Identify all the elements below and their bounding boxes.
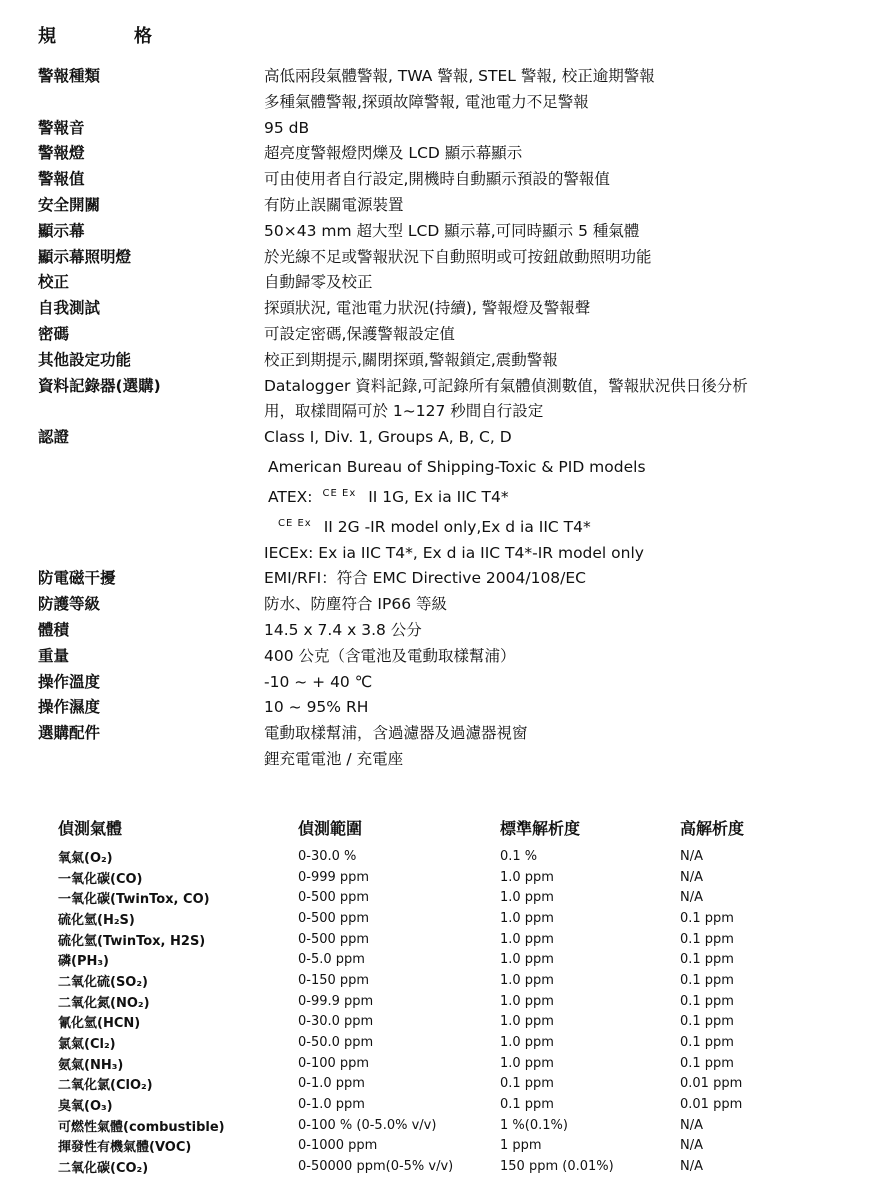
spec-label: 警報音 xyxy=(38,118,85,137)
spec-value-line: 高低兩段氣體警報, TWA 警報, STEL 警報, 校正逾期警報 xyxy=(264,67,655,85)
high-resolution-cell: 0.01 ppm xyxy=(680,1076,743,1092)
spec-value-line: 多種氣體警報,探頭故障警報, 電池電力不足警報 xyxy=(264,92,589,111)
header-gas: 偵測氣體 xyxy=(58,819,123,838)
spec-row xyxy=(38,592,858,618)
table-row xyxy=(58,949,790,970)
spec-value xyxy=(264,374,858,426)
standard-resolution-cell: 1 ppm xyxy=(500,1138,542,1154)
spec-value-line: 有防止誤關電源裝置 xyxy=(264,195,404,214)
high-resolution-cell: N/A xyxy=(680,1138,703,1154)
spec-label: 顯示幕 xyxy=(38,221,85,240)
gas-name-cell: 二氧化硫(SO₂) xyxy=(58,974,148,990)
standard-resolution-cell: 1.0 ppm xyxy=(500,993,554,1009)
gas-name-cell: 磷(PH₃) xyxy=(58,954,109,970)
spec-value xyxy=(264,219,858,245)
table-row xyxy=(58,991,790,1012)
standard-resolution-cell: 1.0 ppm xyxy=(500,910,554,926)
spec-value xyxy=(264,116,858,142)
header-standard-resolution: 標準解析度 xyxy=(500,819,581,838)
spec-label: 密碼 xyxy=(38,324,70,343)
spec-value xyxy=(264,618,858,644)
standard-resolution-cell: 1.0 ppm xyxy=(500,869,554,885)
atex-text-1: II 1G, Ex ia IIC T4* xyxy=(368,487,509,506)
high-resolution-cell: 0.1 ppm xyxy=(680,931,734,947)
gas-name-cell: 氯氣(Cl₂) xyxy=(58,1037,116,1053)
spec-label: 操作溫度 xyxy=(38,672,101,691)
range-cell: 0-500 ppm xyxy=(298,931,370,947)
spec-value xyxy=(264,695,858,721)
spec-label: 校正 xyxy=(38,273,70,292)
spec-value-line: 超亮度警報燈閃爍及 LCD 顯示幕顯示 xyxy=(264,144,523,163)
standard-resolution-cell: 0.1 ppm xyxy=(500,1097,554,1113)
spec-label: 其他設定功能 xyxy=(38,350,132,369)
standard-resolution-cell: 1.0 ppm xyxy=(500,972,554,988)
spec-value xyxy=(264,644,858,670)
table-row xyxy=(58,908,790,929)
cert-line-atex1 xyxy=(268,481,858,511)
gas-name-cell: 二氧化氮(NO₂) xyxy=(58,995,150,1011)
spec-value-line: 校正到期提示,關閉探頭,警報鎖定,震動警報 xyxy=(264,350,558,369)
table-row xyxy=(58,1074,790,1095)
range-cell: 0-1.0 ppm xyxy=(298,1097,365,1113)
ce-ex-mark-icon: CE Ex xyxy=(278,517,312,529)
spec-label: 自我測試 xyxy=(38,299,101,318)
gas-name-cell: 一氧化碳(CO) xyxy=(58,871,143,887)
spec-row xyxy=(38,348,858,374)
spec-row xyxy=(38,193,858,219)
spec-value xyxy=(264,64,858,116)
range-cell: 0-500 ppm xyxy=(298,910,370,926)
spec-group-main xyxy=(38,64,858,425)
high-resolution-cell: 0.1 ppm xyxy=(680,1035,734,1051)
ce-ex-mark-icon: CE Ex xyxy=(322,487,357,499)
spec-value-line: -10 ~ + 40 ℃ xyxy=(264,672,373,691)
spec-value-line: 鋰充電電池 / 充電座 xyxy=(264,750,404,769)
high-resolution-cell: 0.1 ppm xyxy=(680,1014,734,1030)
gas-detection-table xyxy=(58,816,790,1177)
table-row xyxy=(58,970,790,991)
spec-value-line: 於光線不足或警報狀況下自動照明或可按鈕啟動照明功能 xyxy=(264,247,652,266)
high-resolution-cell: 0.01 ppm xyxy=(680,1097,743,1113)
spec-value xyxy=(264,245,858,271)
standard-resolution-cell: 1.0 ppm xyxy=(500,931,554,947)
spec-label: 防護等級 xyxy=(38,595,101,614)
range-cell: 0-150 ppm xyxy=(298,972,370,988)
cert-line-class: Class I, Div. 1, Groups A, B, C, D xyxy=(264,428,512,447)
spec-row xyxy=(38,695,858,721)
spec-value xyxy=(264,193,858,219)
gas-name-cell: 硫化氫(H₂S) xyxy=(58,912,135,928)
spec-row xyxy=(38,245,858,271)
range-cell: 0-99.9 ppm xyxy=(298,993,374,1009)
range-cell: 0-100 ppm xyxy=(298,1055,370,1071)
standard-resolution-cell: 0.1 % xyxy=(500,848,538,864)
range-cell: 0-100 % (0-5.0% v/v) xyxy=(298,1117,437,1133)
spec-value-line: 探頭狀況, 電池電力狀況(持續), 警報燈及警報聲 xyxy=(264,299,591,318)
high-resolution-cell: N/A xyxy=(680,869,703,885)
spec-value-line: 10 ~ 95% RH xyxy=(264,698,369,717)
gas-name-cell: 可燃性氣體(combustible) xyxy=(58,1119,225,1135)
gas-name-cell: 氰化氫(HCN) xyxy=(58,1016,141,1032)
spec-value xyxy=(264,566,858,592)
spec-row xyxy=(38,116,858,142)
spec-row xyxy=(38,141,858,167)
standard-resolution-cell: 1.0 ppm xyxy=(500,1055,554,1071)
gas-name-cell: 臭氧(O₃) xyxy=(58,1099,113,1115)
spec-row xyxy=(38,219,858,245)
spec-value-line: 防水、防塵符合 IP66 等級 xyxy=(264,595,447,614)
range-cell: 0-999 ppm xyxy=(298,869,370,885)
spec-label: 資料記錄器(選購) xyxy=(38,376,161,395)
table-row xyxy=(58,867,790,888)
table-row xyxy=(58,887,790,908)
table-row xyxy=(58,1053,790,1074)
range-cell: 0-1000 ppm xyxy=(298,1138,378,1154)
spec-row xyxy=(38,296,858,322)
spec-value xyxy=(264,296,858,322)
range-cell: 0-1.0 ppm xyxy=(298,1076,365,1092)
spec-value-line: 14.5 x 7.4 x 3.8 公分 xyxy=(264,621,422,640)
atex-text-2: II 2G -IR model only,Ex d ia IIC T4* xyxy=(323,517,591,536)
table-row xyxy=(58,1032,790,1053)
spec-label: 防電磁干擾 xyxy=(38,569,116,588)
spec-value-line: Datalogger 資料記錄,可記錄所有氣體偵測數值，警報狀況供日後分析 xyxy=(264,376,748,395)
header-high-resolution: 高解析度 xyxy=(680,819,745,838)
spec-label: 操作濕度 xyxy=(38,698,101,717)
spec-row xyxy=(38,644,858,670)
spec-label: 重量 xyxy=(38,646,70,665)
spec-value-line: EMI/RFI：符合 EMC Directive 2004/108/EC xyxy=(264,569,587,588)
spec-value xyxy=(264,592,858,618)
high-resolution-cell: N/A xyxy=(680,1117,703,1133)
standard-resolution-cell: 1.0 ppm xyxy=(500,952,554,968)
spec-row xyxy=(38,721,858,773)
table-row xyxy=(58,1115,790,1136)
table-header-row xyxy=(58,816,790,846)
range-cell: 0-50000 ppm(0-5% v/v) xyxy=(298,1159,454,1175)
high-resolution-cell: 0.1 ppm xyxy=(680,972,734,988)
high-resolution-cell: 0.1 ppm xyxy=(680,1055,734,1071)
table-row xyxy=(58,929,790,950)
standard-resolution-cell: 1.0 ppm xyxy=(500,1035,554,1051)
range-cell: 0-500 ppm xyxy=(298,890,370,906)
spec-list xyxy=(38,64,858,773)
spec-value-line: 95 dB xyxy=(264,118,310,137)
gas-name-cell: 硫化氫(TwinTox, H2S) xyxy=(58,933,206,949)
spec-label: 警報燈 xyxy=(38,144,85,163)
high-resolution-cell: 0.1 ppm xyxy=(680,993,734,1009)
gas-name-cell: 氨氣(NH₃) xyxy=(58,1057,124,1073)
spec-row xyxy=(38,670,858,696)
cert-line-atex2 xyxy=(268,511,858,541)
high-resolution-cell: N/A xyxy=(680,890,703,906)
spec-label: 選購配件 xyxy=(38,724,101,743)
spec-value-line: 用，取樣間隔可於 1~127 秒間自行設定 xyxy=(264,402,544,421)
gas-name-cell: 氧氣(O₂) xyxy=(58,850,113,866)
standard-resolution-cell: 0.1 ppm xyxy=(500,1076,554,1092)
standard-resolution-cell: 1 %(0.1%) xyxy=(500,1117,568,1133)
spec-row xyxy=(38,167,858,193)
spec-value xyxy=(264,141,858,167)
spec-label: 顯示幕照明燈 xyxy=(38,247,132,266)
spec-value xyxy=(264,670,858,696)
high-resolution-cell: N/A xyxy=(680,1159,703,1175)
spec-group-physical xyxy=(38,566,858,772)
spec-row xyxy=(38,64,858,116)
table-row xyxy=(58,846,790,867)
spec-label: 認證 xyxy=(38,428,70,447)
spec-value xyxy=(264,270,858,296)
table-row xyxy=(58,1156,790,1177)
gas-name-cell: 二氧化碳(CO₂) xyxy=(58,1161,149,1177)
cert-line-iecex: IECEx: Ex ia IIC T4*, Ex d ia IIC T4*-IR model only xyxy=(264,543,644,562)
standard-resolution-cell: 1.0 ppm xyxy=(500,1014,554,1030)
spec-value xyxy=(264,322,858,348)
header-range: 偵測範圍 xyxy=(298,819,363,838)
spec-value-line: 電動取樣幫浦，含過濾器及過濾器視窗 xyxy=(264,724,528,743)
spec-value-line: 自動歸零及校正 xyxy=(264,273,373,292)
gas-name-cell: 揮發性有機氣體(VOC) xyxy=(58,1140,192,1156)
standard-resolution-cell: 150 ppm (0.01%) xyxy=(500,1159,614,1175)
high-resolution-cell: 0.1 ppm xyxy=(680,952,734,968)
table-row xyxy=(58,1094,790,1115)
gas-name-cell: 二氧化氯(ClO₂) xyxy=(58,1078,153,1094)
gas-name-cell: 一氧化碳(TwinTox, CO) xyxy=(58,892,210,908)
atex-label: ATEX: xyxy=(268,487,313,506)
spec-row xyxy=(38,618,858,644)
spec-value xyxy=(264,348,858,374)
spec-label: 警報種類 xyxy=(38,67,101,85)
high-resolution-cell: 0.1 ppm xyxy=(680,910,734,926)
spec-value-line: 400 公克（含電池及電動取樣幫浦） xyxy=(264,646,516,665)
range-cell: 0-5.0 ppm xyxy=(298,952,365,968)
spec-value xyxy=(264,425,858,566)
page-title: 規 格 xyxy=(38,26,182,47)
spec-row xyxy=(38,322,858,348)
spec-value-line: 50×43 mm 超大型 LCD 顯示幕,可同時顯示 5 種氣體 xyxy=(264,221,640,240)
table-row xyxy=(58,1136,790,1157)
range-cell: 0-30.0 % xyxy=(298,848,357,864)
spec-label: 體積 xyxy=(38,621,70,640)
high-resolution-cell: N/A xyxy=(680,848,703,864)
cert-line-abs: American Bureau of Shipping-Toxic & PID models xyxy=(268,457,646,476)
range-cell: 0-50.0 ppm xyxy=(298,1035,374,1051)
spec-row xyxy=(38,374,858,426)
spec-label: 警報值 xyxy=(38,170,85,189)
spec-value xyxy=(264,721,858,773)
range-cell: 0-30.0 ppm xyxy=(298,1014,374,1030)
spec-value xyxy=(264,167,858,193)
spec-label: 安全開關 xyxy=(38,195,101,214)
table-row xyxy=(58,1012,790,1033)
gas-table-body xyxy=(58,846,790,1177)
spec-value-line: 可由使用者自行設定,開機時自動顯示預設的警報值 xyxy=(264,170,610,189)
spec-row-certification xyxy=(38,425,858,566)
spec-row xyxy=(38,270,858,296)
standard-resolution-cell: 1.0 ppm xyxy=(500,890,554,906)
spec-value-line: 可設定密碼,保護警報設定值 xyxy=(264,324,455,343)
spec-row xyxy=(38,566,858,592)
